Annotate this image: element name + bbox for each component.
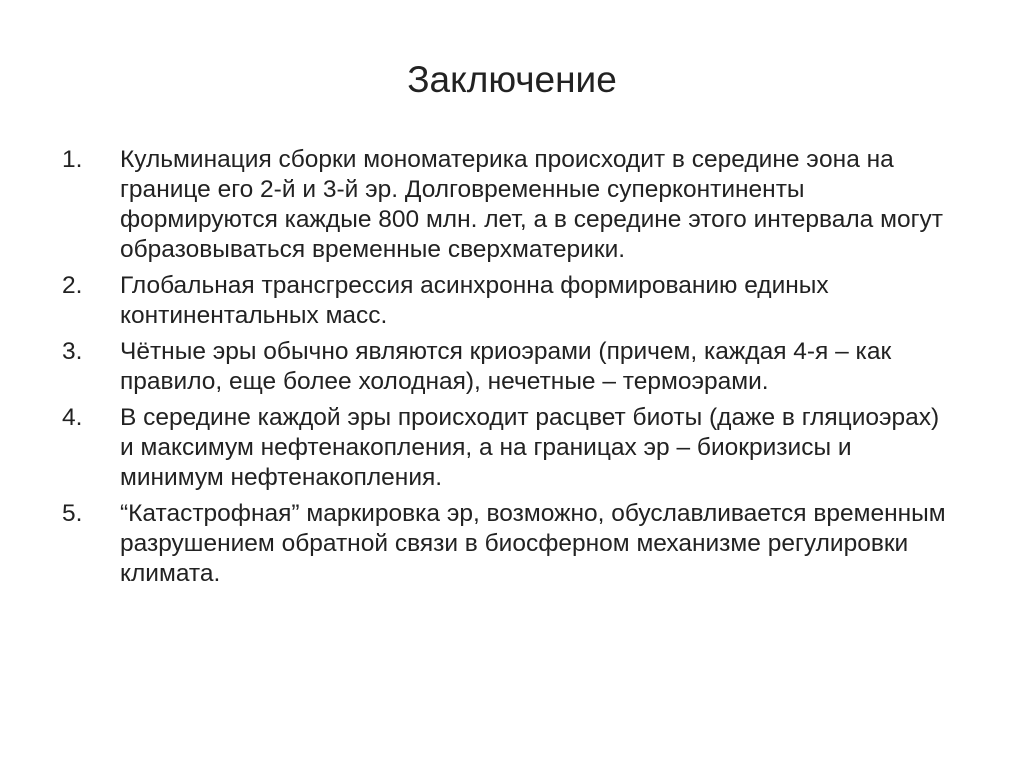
list-item-number: 1. bbox=[62, 146, 83, 173]
list-item-number: 2. bbox=[62, 272, 83, 299]
list-item-text: Кульминация сборки мономатерика происходит в середине эона на границе его 2-й и 3-й эр. Долговременные суперконтиненты формируются каждые 800 млн. лет, а в середине этого интервала могут образовываться временные сверхматерики. bbox=[120, 146, 943, 263]
slide-title: Заключение bbox=[407, 59, 617, 100]
list-item-text: Глобальная трансгрессия асинхронна формированию единых континентальных масс. bbox=[120, 272, 829, 329]
list-item-number: 4. bbox=[62, 404, 83, 431]
conclusion-list bbox=[62, 145, 962, 595]
list-item-number: 3. bbox=[62, 338, 83, 365]
list-item-text: “Катастрофная” маркировка эр, возможно, обуславливается временным разрушением обратной связи в биосферном механизме регулировки климата. bbox=[120, 500, 946, 587]
list-item bbox=[62, 403, 962, 493]
list-item bbox=[62, 337, 962, 397]
list-item-text: Чётные эры обычно являются криоэрами (причем, каждая 4-я – как правило, еще более холодная), нечетные – термоэрами. bbox=[120, 338, 892, 395]
list-item-text: В середине каждой эры происходит расцвет биоты (даже в гляциоэрах) и максимум нефтенакопления, а на границах эр – биокризисы и минимум нефтенакопления. bbox=[120, 404, 940, 491]
list-item bbox=[62, 499, 962, 589]
list-item bbox=[62, 145, 962, 265]
list-item-number: 5. bbox=[62, 500, 83, 527]
list-item bbox=[62, 271, 962, 331]
